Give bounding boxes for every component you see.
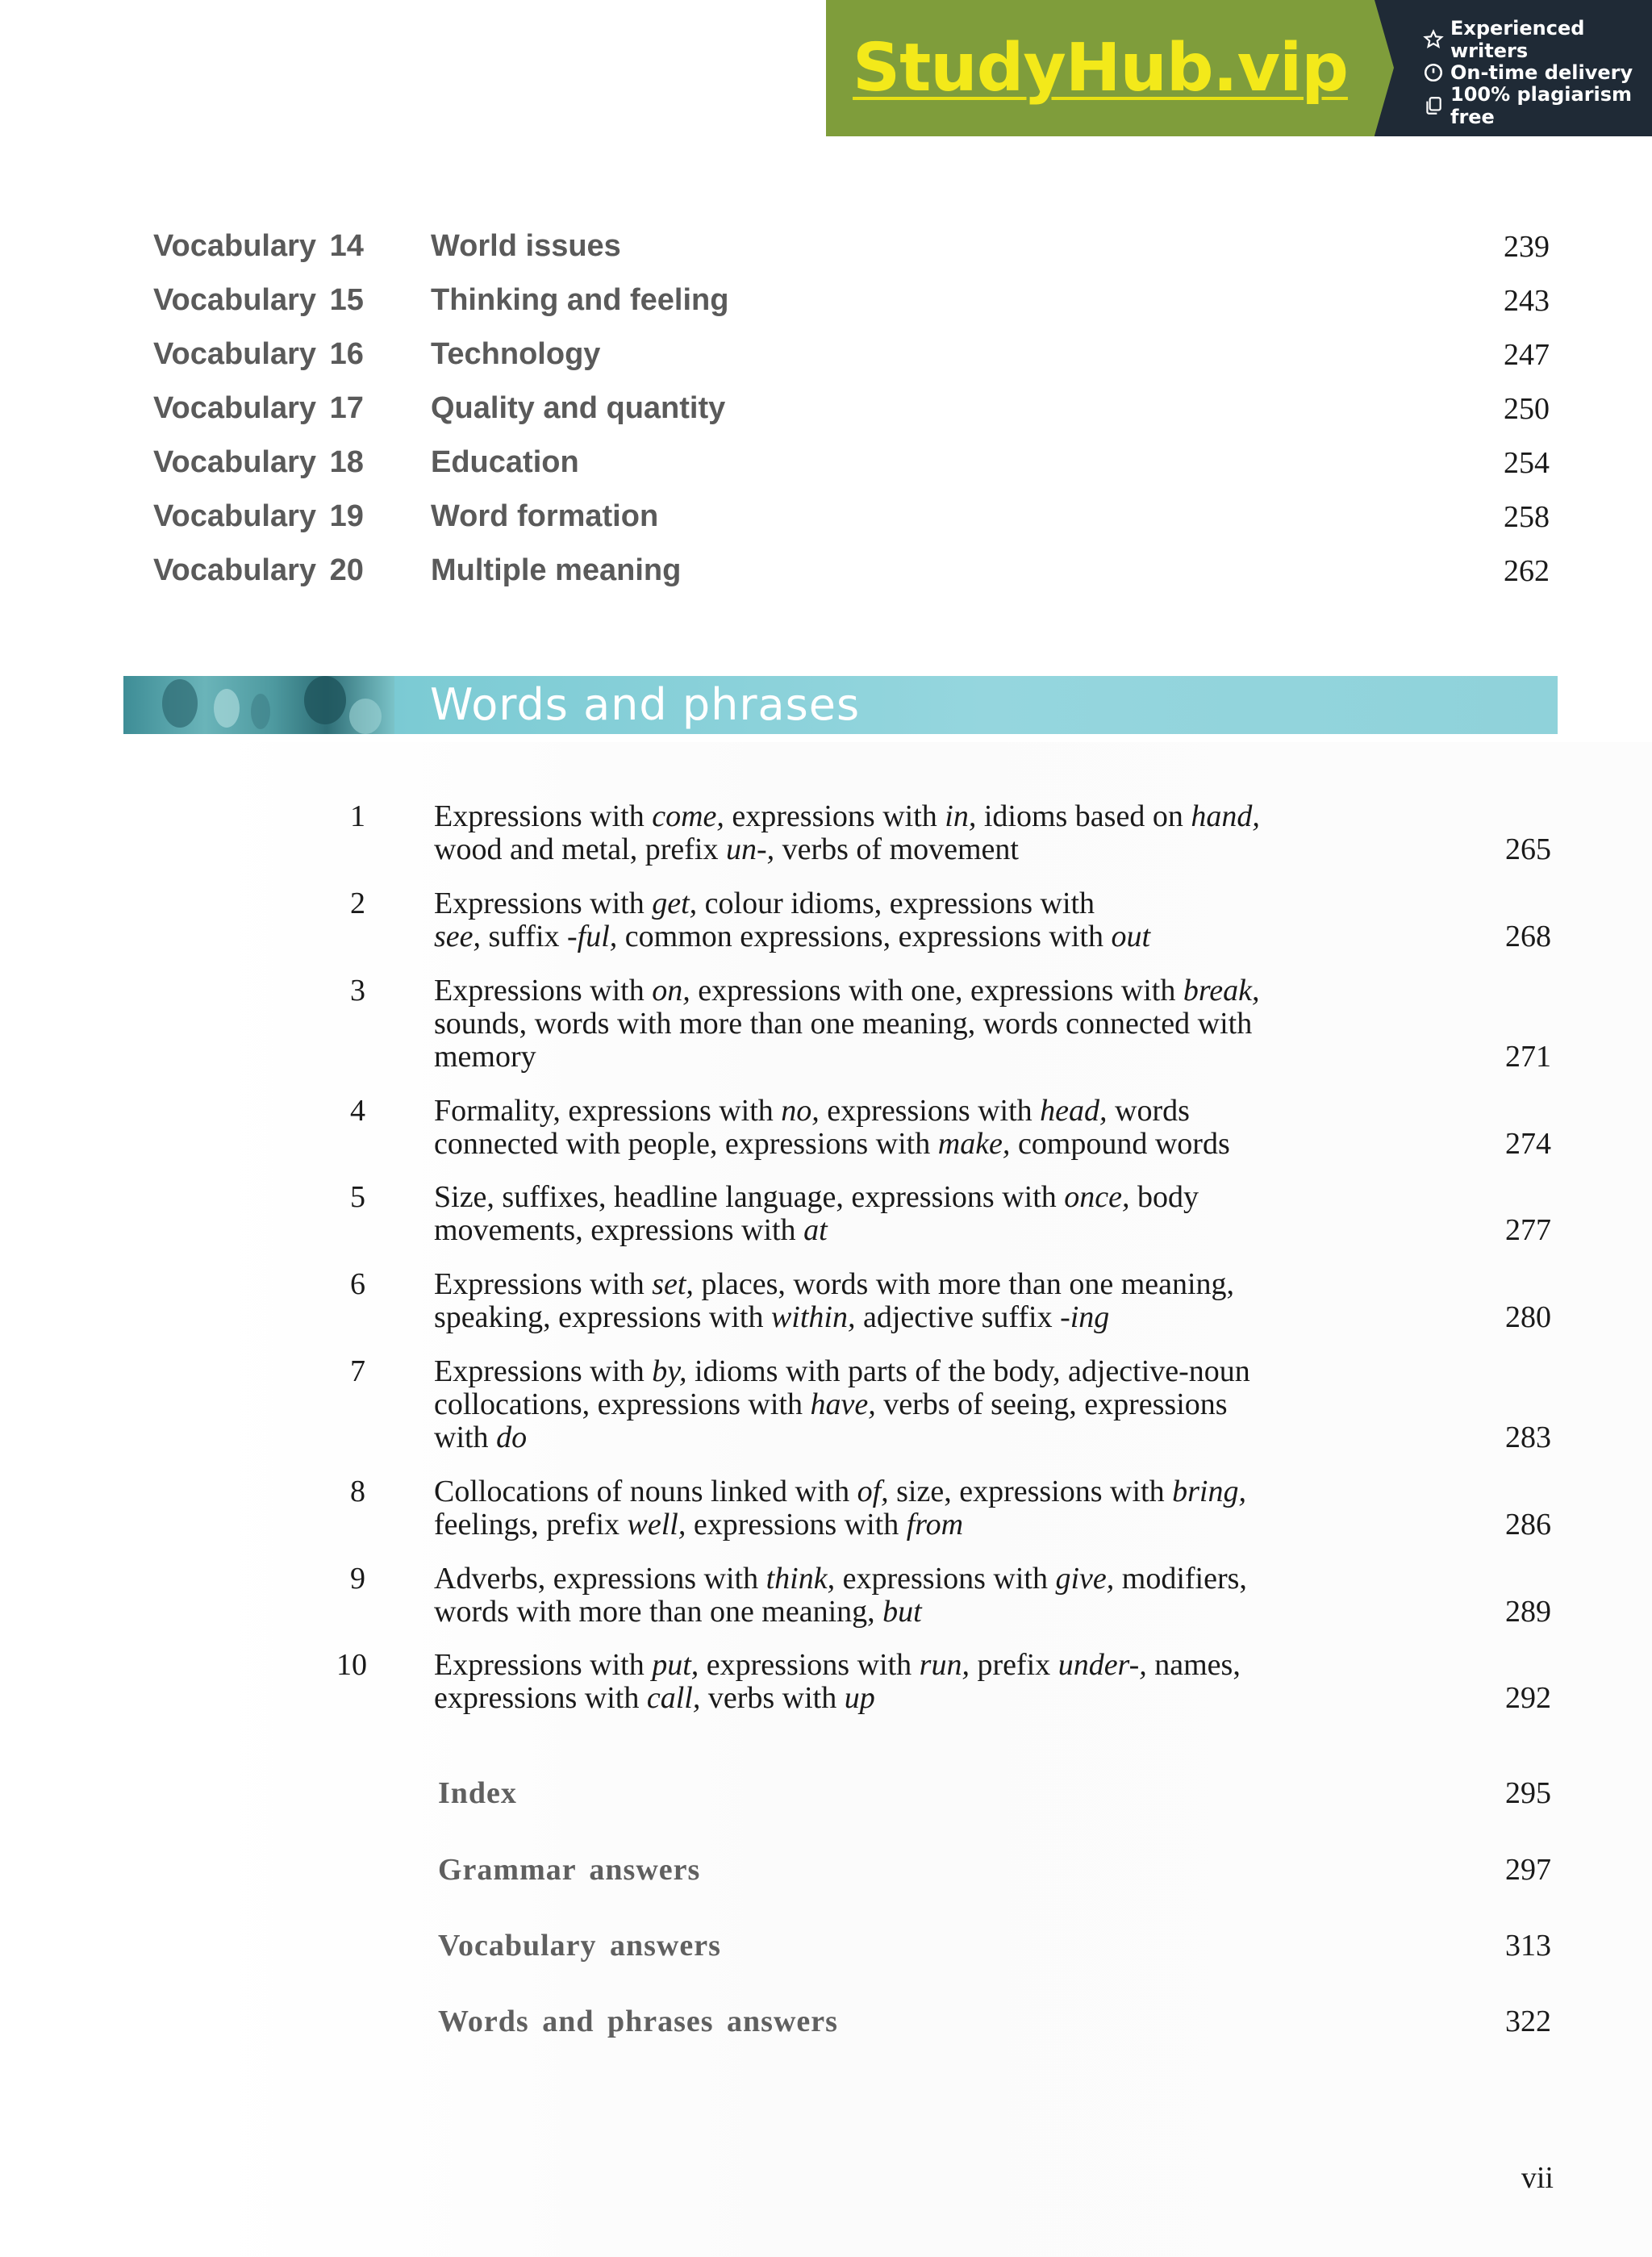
toc-entry-vocabulary-20 xyxy=(0,553,1652,594)
unit-number: 5 xyxy=(350,1180,365,1214)
unit-description-line: Expressions with by, idioms with parts of the body, adjective-noun xyxy=(434,1354,1250,1388)
unit-description-line: feelings, prefix well, expressions with from xyxy=(434,1508,964,1542)
unit-description-line: see, suffix -ful, common expressions, expressions with out xyxy=(434,920,1150,953)
entry-label: Words and phrases answers xyxy=(438,2005,838,2038)
entry-label: Index xyxy=(438,1776,517,1810)
copy-icon xyxy=(1423,95,1444,116)
unit-description-line: Formality, expressions with no, expressions with head, words xyxy=(434,1094,1190,1128)
entry-title: Thinking and feeling xyxy=(431,283,729,317)
unit-description-line: Expressions with put, expressions with run, prefix under-, names, xyxy=(434,1648,1241,1682)
unit-description-line: sounds, words with more than one meaning, words connected with xyxy=(434,1007,1253,1041)
unit-description-line: words with more than one meaning, but xyxy=(434,1595,922,1629)
entry-page: 258 xyxy=(1504,500,1550,534)
section-title: Words and phrases xyxy=(430,679,861,730)
unit-description-line: collocations, expressions with have, verbs of seeing, expressions xyxy=(434,1387,1228,1421)
badge-experienced-writers xyxy=(1423,16,1652,62)
unit-page: 274 xyxy=(1505,1127,1551,1161)
entry-page: 247 xyxy=(1504,338,1550,372)
badge-plagiarism-free xyxy=(1423,82,1652,128)
entry-label: Vocabulary 16 xyxy=(153,337,364,371)
unit-page: 286 xyxy=(1505,1508,1551,1542)
entry-label: Vocabulary 14 xyxy=(153,229,364,263)
toc-entry-vocabulary-16 xyxy=(0,337,1652,378)
entry-title: Technology xyxy=(431,337,601,371)
unit-number: 1 xyxy=(350,799,365,833)
unit-number: 6 xyxy=(350,1267,365,1301)
unit-number: 9 xyxy=(350,1562,365,1596)
entry-title: Education xyxy=(431,445,579,479)
toc-entry-vocabulary-19 xyxy=(0,499,1652,540)
unit-page: 268 xyxy=(1505,920,1551,953)
unit-description-line: Collocations of nouns linked with of, size, expressions with bring, xyxy=(434,1475,1246,1508)
unit-number: 2 xyxy=(350,887,365,920)
section-header-photo xyxy=(123,676,394,734)
banner-arrow xyxy=(1375,0,1394,136)
section-header-words-and-phrases xyxy=(123,676,1558,734)
badge-panel xyxy=(1375,0,1652,136)
unit-description-line: Adverbs, expressions with think, expressions with give, modifiers, xyxy=(434,1562,1247,1596)
unit-description-line: memory xyxy=(434,1040,536,1074)
promo-banner[interactable] xyxy=(826,0,1652,136)
toc-entry-vocabulary-14 xyxy=(0,229,1652,269)
unit-number: 4 xyxy=(350,1094,365,1128)
entry-label: Vocabulary 20 xyxy=(153,553,364,587)
badge-text: On-time delivery xyxy=(1450,60,1633,84)
entry-page: 239 xyxy=(1504,230,1550,264)
unit-page: 292 xyxy=(1505,1681,1551,1715)
unit-description-line: Size, suffixes, headline language, expressions with once, body xyxy=(434,1180,1199,1214)
page-number: vii xyxy=(1521,2161,1554,2195)
unit-page: 280 xyxy=(1505,1300,1551,1334)
brand-logo[interactable]: StudyHub.vip xyxy=(853,30,1348,106)
entry-label: Vocabulary 15 xyxy=(153,283,364,317)
entry-label: Vocabulary 18 xyxy=(153,445,364,479)
unit-description-line: Expressions with get, colour idioms, expressions with xyxy=(434,887,1095,920)
entry-title: Quality and quantity xyxy=(431,391,726,425)
entry-page: 297 xyxy=(1505,1853,1551,1887)
unit-description-line: movements, expressions with at xyxy=(434,1213,828,1247)
entry-title: Multiple meaning xyxy=(431,553,682,587)
unit-page: 277 xyxy=(1505,1213,1551,1247)
entry-label: Vocabulary 17 xyxy=(153,391,364,425)
toc-entry-vocabulary-17 xyxy=(0,391,1652,432)
entry-page: 254 xyxy=(1504,446,1550,480)
unit-description-line: Expressions with come, expressions with in, idioms based on hand, xyxy=(434,799,1260,833)
unit-description-line: expressions with call, verbs with up xyxy=(434,1681,875,1715)
entry-label: Vocabulary answers xyxy=(438,1929,721,1963)
unit-description-line: speaking, expressions with within, adjective suffix -ing xyxy=(434,1300,1110,1334)
unit-number: 10 xyxy=(336,1648,367,1682)
unit-description-line: Expressions with on, expressions with one, expressions with break, xyxy=(434,974,1260,1008)
unit-page: 283 xyxy=(1505,1421,1551,1454)
unit-description-line: Expressions with set, places, words with more than one meaning, xyxy=(434,1267,1235,1301)
entry-page: 250 xyxy=(1504,392,1550,426)
brand-panel[interactable] xyxy=(826,0,1375,136)
unit-page: 271 xyxy=(1505,1040,1551,1074)
badge-text: 100% plagiarism free xyxy=(1450,82,1633,128)
unit-number: 7 xyxy=(350,1354,365,1388)
unit-description-line: with do xyxy=(434,1421,528,1454)
entry-page: 243 xyxy=(1504,284,1550,318)
entry-page: 313 xyxy=(1505,1929,1551,1963)
unit-number: 8 xyxy=(350,1475,365,1508)
unit-page: 265 xyxy=(1505,832,1551,866)
badge-text: Experienced writers xyxy=(1450,16,1585,62)
unit-number: 3 xyxy=(350,974,365,1008)
toc-entry-vocabulary-15 xyxy=(0,283,1652,323)
unit-description-line: connected with people, expressions with make, compound words xyxy=(434,1127,1230,1161)
entry-label: Grammar answers xyxy=(438,1853,701,1887)
entry-label: Vocabulary 19 xyxy=(153,499,364,533)
star-icon xyxy=(1423,29,1444,50)
unit-page: 289 xyxy=(1505,1595,1551,1629)
clock-icon xyxy=(1423,62,1444,83)
toc-entry-vocabulary-18 xyxy=(0,445,1652,486)
unit-description-line: wood and metal, prefix un-, verbs of movement xyxy=(434,832,1019,866)
entry-page: 295 xyxy=(1505,1776,1551,1810)
entry-title: World issues xyxy=(431,229,621,263)
entry-page: 262 xyxy=(1504,554,1550,588)
entry-title: Word formation xyxy=(431,499,659,533)
entry-page: 322 xyxy=(1505,2005,1551,2038)
